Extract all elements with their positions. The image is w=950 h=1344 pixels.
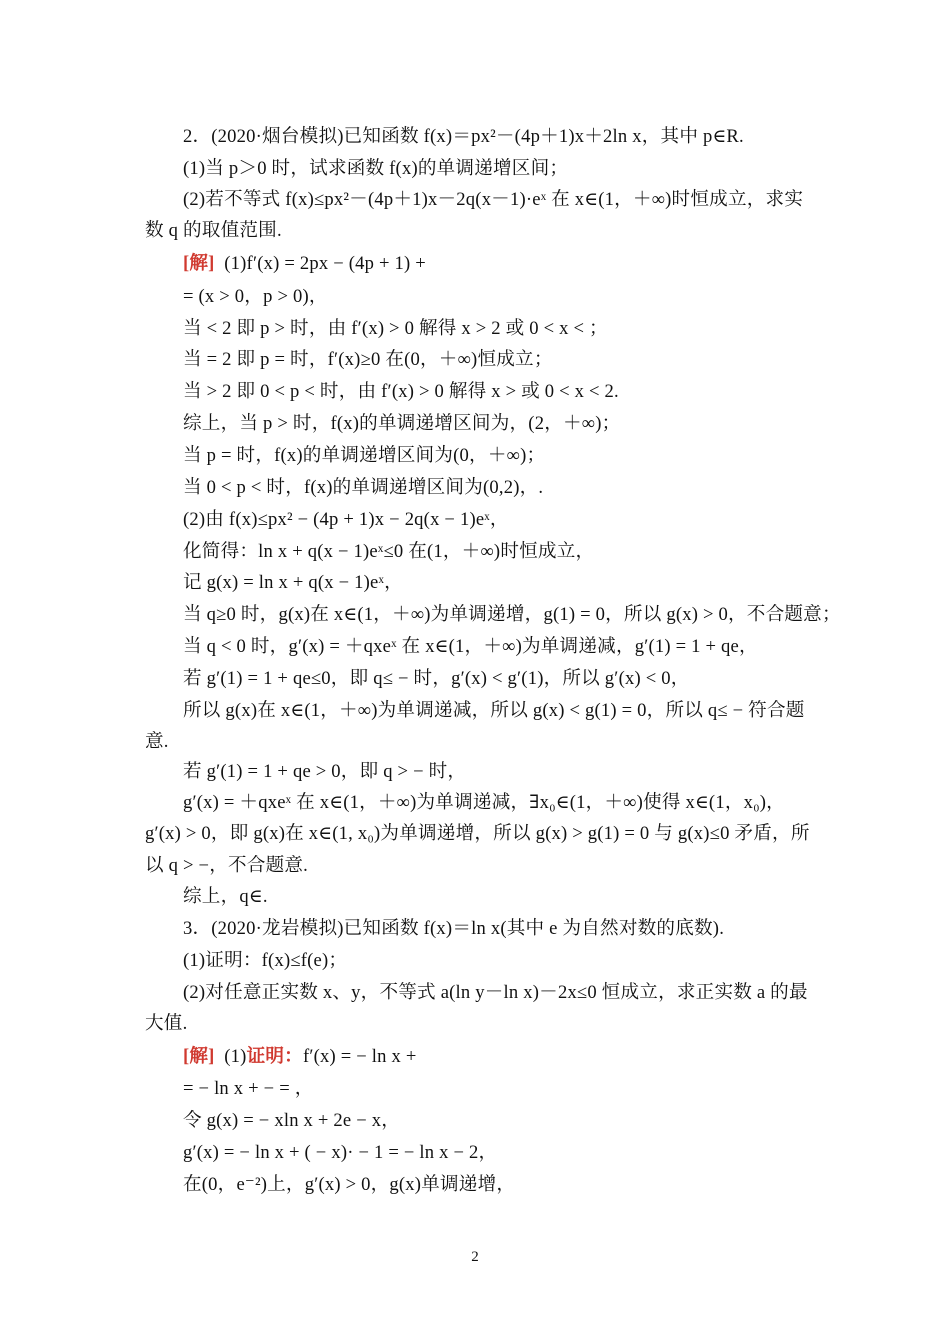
- problem-2-part-2-line-2: 数 q 的取值范围.: [145, 220, 282, 241]
- problem-2-part-2-line-1: (2)若不等式 f(x)≤px²－(4p＋1)x－2q(x－1)·eˣ 在 x∈(1，＋∞)时恒成立，求实: [183, 189, 804, 210]
- page-number: 2: [471, 1249, 479, 1265]
- solution-line: 令 g(x) = − xln x + 2e − x，: [183, 1110, 401, 1131]
- solution-line: 当 q≥0 时，g(x)在 x∈(1，＋∞)为单调递增，g(1) = 0，所以 g(x) > 0，不合题意；: [183, 604, 841, 625]
- problem-2-part-1: (1)当 p＞0 时，试求函数 f(x)的单调递增区间；: [183, 158, 569, 179]
- solution-line: 化简得：ln x + q(x − 1)eˣ≤0 在(1，＋∞)时恒成立，: [183, 541, 595, 562]
- solution-line: 所以 g(x)在 x∈(1，＋∞)为单调递减，所以 g(x) < g(1) = 0，所以 q≤ − 符合题: [183, 700, 805, 721]
- problem-2-stem: 2．(2020·烟台模拟)已知函数 f(x)＝px²－(4p＋1)x＋2ln x，其中 p∈R.: [183, 126, 744, 147]
- solution-line: 当 0 < p < 时，f(x)的单调递增区间为(0,2)，.: [183, 477, 544, 498]
- solution-line: 意.: [145, 731, 169, 752]
- solution-line: 记 g(x) = ln x + q(x − 1)eˣ，: [183, 572, 403, 593]
- solution-line: 当 > 2 即 0 < p < 时，由 f′(x) > 0 解得 x > 或 0 < x < 2.: [183, 381, 619, 402]
- solution-line: f′(x) = − ln x +: [302, 1046, 417, 1067]
- solution-line: 当 p = 时，f(x)的单调递增区间为(0，＋∞)；: [183, 445, 546, 466]
- problem-3-part-1: (1)证明：f(x)≤f(e)；: [183, 950, 348, 971]
- solution-3-first-line: [183, 1045, 417, 1069]
- proof-label: 证明：: [246, 1046, 303, 1067]
- solution-tag: [解]: [183, 253, 215, 274]
- solution-line: 若 g′(1) = 1 + qe > 0，即 q > − 时，: [183, 761, 467, 782]
- problem-3-part-2-line-1: (2)对任意正实数 x、y，不等式 a(ln y－ln x)－2x≤0 恒成立，求正实数 a 的最: [183, 982, 808, 1003]
- solution-line: = (x > 0，p > 0)，: [183, 286, 328, 307]
- solution-line: 综上，当 p > 时，f(x)的单调递增区间为，(2，＋∞)；: [183, 413, 621, 434]
- solution-line: 综上，q∈.: [183, 886, 268, 907]
- solution-line: g′(x) = ＋qxeˣ 在 x∈(1，＋∞)为单调递减，∃x₀∈(1，＋∞)使得 x∈(1，x₀)，: [183, 792, 785, 813]
- problem-3-stem: 3．(2020·龙岩模拟)已知函数 f(x)＝ln x(其中 e 为自然对数的底数).: [183, 918, 725, 939]
- solution-line: (1)f′(x) = 2px − (4p + 1) +: [224, 253, 426, 274]
- solution-line: 当 q < 0 时，g′(x) = ＋qxeˣ 在 x∈(1，＋∞)为单调递减，g′(1) = 1 + qe，: [183, 636, 758, 657]
- solution-line: g′(x) = − ln x + ( − x)· − 1 = − ln x − 2，: [183, 1142, 498, 1163]
- solution-tag: [解]: [183, 1046, 215, 1067]
- solution-line: g′(x) > 0，即 g(x)在 x∈(1, x₀)为单调递增，所以 g(x) > g(1) = 0 与 g(x)≤0 矛盾，所: [145, 823, 810, 844]
- solution-part-label: (1): [224, 1046, 247, 1067]
- solution-2-first-line: [183, 252, 426, 276]
- solution-line: 以 q > −，不合题意.: [145, 855, 309, 876]
- problem-3-part-2-line-2: 大值.: [145, 1013, 188, 1034]
- solution-line: (2)由 f(x)≤px² − (4p + 1)x − 2q(x − 1)eˣ，: [183, 509, 509, 530]
- solution-line: 若 g′(1) = 1 + qe≤0，即 q≤ − 时，g′(x) < g′(1)，所以 g′(x) < 0，: [183, 668, 690, 689]
- solution-line: = − ln x + − = ，: [183, 1078, 314, 1099]
- solution-line: 当 < 2 即 p > 时，由 f′(x) > 0 解得 x > 2 或 0 < x < ；: [183, 318, 608, 339]
- solution-line: 在(0，e⁻²)上，g′(x) > 0，g(x)单调递增，: [183, 1174, 516, 1195]
- solution-line: 当 = 2 即 p = 时，f′(x)≥0 在(0，＋∞)恒成立；: [183, 349, 553, 370]
